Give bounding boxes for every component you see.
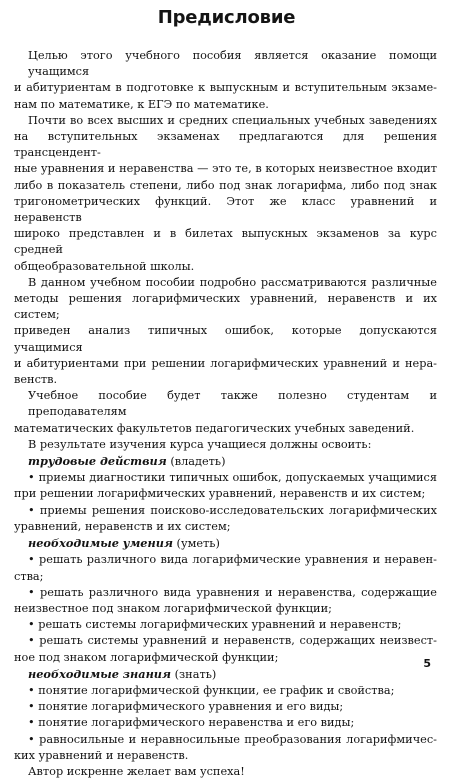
text-line: Учебное пособие будет также полезно студентам и преподавателям [28, 389, 437, 419]
bullet-line: • решать различного вида уравнения и неравенства, содержащие [28, 585, 437, 599]
section-heading-label: трудовые действия [28, 454, 167, 469]
text-line: либо в показатель степени, либо под знак логарифма, либо под знак [14, 178, 437, 192]
text-line: математических факультетов педагогических учебных заведений. [14, 421, 415, 435]
bullet-line: • понятие логарифмического уравнения и его виды; [28, 700, 344, 714]
section-heading [14, 666, 437, 683]
text-line: Почти во всех высших и средних специальных учебных заведениях [28, 113, 437, 127]
bullet-line: • решать различного вида логарифмические уравнения и неравен- [28, 553, 437, 567]
section-heading-note: (уметь) [176, 537, 220, 551]
text-line: методы решения логарифмических уравнений, неравенств и их систем; [14, 292, 437, 322]
text-line: нам по математике, к ЕГЭ по математике. [14, 97, 269, 111]
text-line: венств. [14, 373, 58, 387]
preface-body [14, 48, 437, 780]
text-line: неизвестное под знаком логарифмической функции; [14, 601, 332, 615]
text-line: тригонометрических функций. Этот же класс уравнений и неравенств [14, 194, 437, 225]
section-heading-label: необходимые знания [28, 666, 172, 681]
section-heading-label: необходимые умения [28, 536, 173, 551]
page-number: 5 [423, 657, 431, 670]
text-line: при решении логарифмических уравнений, неравенств и их систем; [14, 487, 426, 501]
text-line: уравнений, неравенств и их систем; [14, 519, 231, 533]
text-line: ные уравнения и неравенства — это те, в которых неизвестное входит [14, 162, 437, 176]
text-line: широко представлен и в билетах выпускных экзаменов за курс средней [14, 227, 437, 257]
section-heading [14, 535, 437, 552]
section-heading [14, 453, 437, 470]
text-line: ства; [14, 569, 44, 583]
bullet-line: • приемы решения поисково-исследовательских логарифмических [28, 503, 437, 517]
bullet-line: • понятие логарифмического неравенства и его виды; [28, 716, 355, 730]
text-line: приведен анализ типичных ошибок, которые допускаются учащимися [14, 324, 437, 354]
text-line: ное под знаком логарифмической функции; [14, 650, 279, 664]
section-heading-note: (владеть) [170, 455, 226, 469]
text-line: на вступительных экзаменах предлагаются для решения трансцендент- [14, 130, 437, 160]
bullet-line: • решать системы уравнений и неравенств, содержащих неизвест- [28, 634, 437, 648]
text-line: общеобразовательной школы. [14, 259, 195, 273]
bullet-line: • равносильные и неравносильные преобразования логарифмичес- [28, 732, 437, 746]
text-line: ких уравнений и неравенств. [14, 748, 189, 762]
text-line: и абитуриентами при решении логарифмических уравнений и нера- [14, 356, 437, 370]
bullet-line: • понятие логарифмической функции, ее график и свойства; [28, 683, 395, 697]
closing-line: Автор искренне желает вам успеха! [28, 764, 245, 778]
text-line: В результате изучения курса учащиеся должны освоить: [28, 437, 372, 451]
text-line: Целью этого учебного пособия является оказание помощи учащимся [28, 49, 437, 79]
bullet-line: • приемы диагностики типичных ошибок, допускаемых учащимися [28, 471, 437, 485]
bullet-line: • решать системы логарифмических уравнений и неравенств; [28, 618, 402, 632]
text-line: В данном учебном пособии подробно рассматриваются различные [28, 275, 437, 289]
section-heading-note: (знать) [174, 667, 217, 681]
page-title: Предисловие [157, 7, 296, 28]
text-line: и абитуриентам в подготовке к выпускным и вступительным экзаме- [14, 81, 437, 95]
